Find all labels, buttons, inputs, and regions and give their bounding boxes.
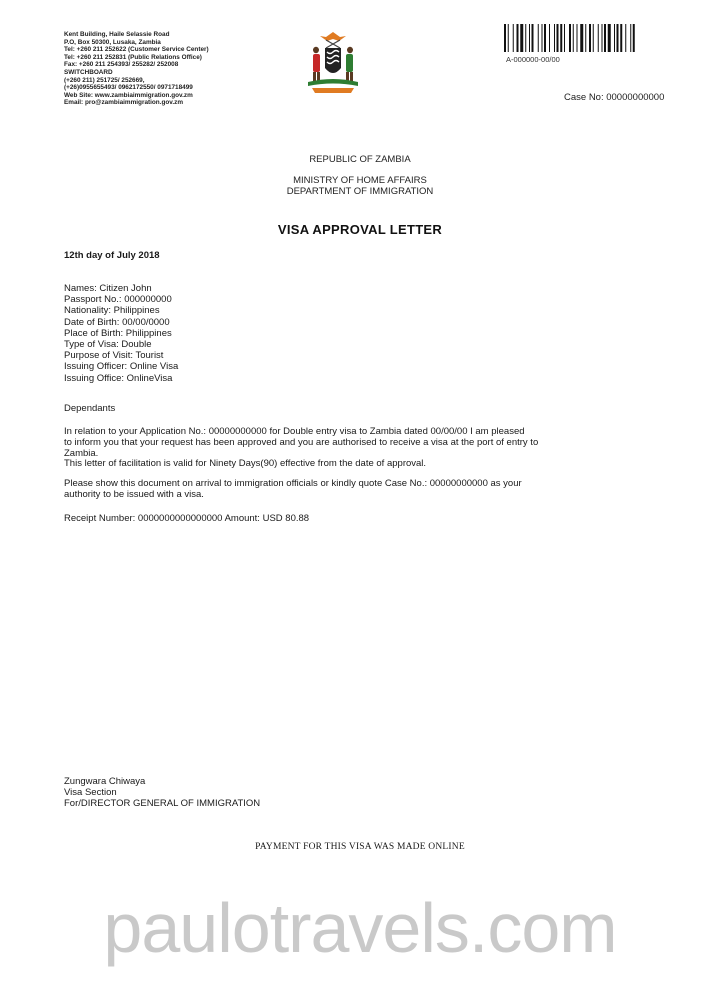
signatory-section: Visa Section [64,787,117,798]
barcode-number: A-000000-00/00 [506,55,560,64]
detail-line: Passport No.: 000000000 [64,294,172,306]
receipt-line: Receipt Number: 0000000000000000 Amount: USD 80.88 [64,513,310,524]
case-number: Case No: 00000000000 [564,92,665,103]
instruction-paragraph [64,479,564,501]
paragraph-line: This letter of facilitation is valid for Ninety Days(90) effective from the date of approval. [64,458,427,470]
address-line: P.O, Box 50300, Lusaka, Zambia [64,38,161,46]
letter-date: 12th day of July 2018 [64,250,160,261]
detail-line: Issuing Officer: Online Visa [64,361,179,373]
signatory-for: For/DIRECTOR GENERAL OF IMMIGRATION [64,798,261,809]
address-line: Kent Building, Haile Selassie Road [64,31,170,38]
barcode-icon [504,24,670,52]
detail-line: Issuing Office: OnlineVisa [64,372,173,384]
ministry-address-block [64,31,224,107]
detail-line: Date of Birth: 00/00/0000 [64,316,170,328]
detail-line: Nationality: Philippines [64,305,160,317]
approval-paragraph [64,427,564,470]
payment-note: PAYMENT FOR THIS VISA WAS MADE ONLINE [255,842,465,852]
address-line: (+260 211) 251725/ 252669, [64,76,145,84]
detail-line: Names: Citizen John [64,283,152,294]
signatory-name: Zungwara Chiwaya [64,776,146,787]
address-line: Tel: +260 211 252622 (Customer Service Center) [64,46,209,54]
address-line: SWITCHBOARD [64,68,113,76]
paragraph-line: Zambia. [64,447,99,459]
watermark: paulotravels.com [103,889,617,967]
paragraph-line: In relation to your Application No.: 00000000000 for Double entry visa to Zambia dated 00/00/00 I am pleased [64,426,525,437]
detail-line: Purpose of Visit: Tourist [64,350,164,362]
paragraph-line: Please show this document on arrival to immigration officials or kindly quote Case No.: 00000000000 as your [64,478,522,489]
detail-line: Type of Visa: Double [64,339,152,351]
address-line: Web Site: www.zambiaimmigration.gov.zm [64,91,193,99]
applicant-details [64,283,178,384]
republic-heading: REPUBLIC OF ZAMBIA [309,154,411,165]
department-name: DEPARTMENT OF IMMIGRATION [286,186,434,197]
paragraph-line: authority to be issued with a visa. [64,488,204,500]
address-line: Fax: +260 211 254393/ 255282/ 252008 [64,61,179,69]
signature-block [64,776,260,809]
address-line: (+26)0955655493/ 0962172550/ 0971718499 [64,84,193,92]
page-title: VISA APPROVAL LETTER [277,222,443,237]
address-line: Email: pro@zambiaimmigration.gov.zm [64,99,184,107]
address-line: Tel: +260 211 252831 (Public Relations Office) [64,53,202,61]
paragraph-line: to inform you that your request has been approved and you are authorised to receive a visa at the port of entry to [64,436,539,448]
zambia-coat-of-arms-icon [302,28,364,96]
ministry-name: MINISTRY OF HOME AFFAIRS [293,175,427,186]
ministry-heading [0,175,720,197]
detail-line: Place of Birth: Philippines [64,327,172,339]
dependants-label: Dependants [64,403,116,414]
